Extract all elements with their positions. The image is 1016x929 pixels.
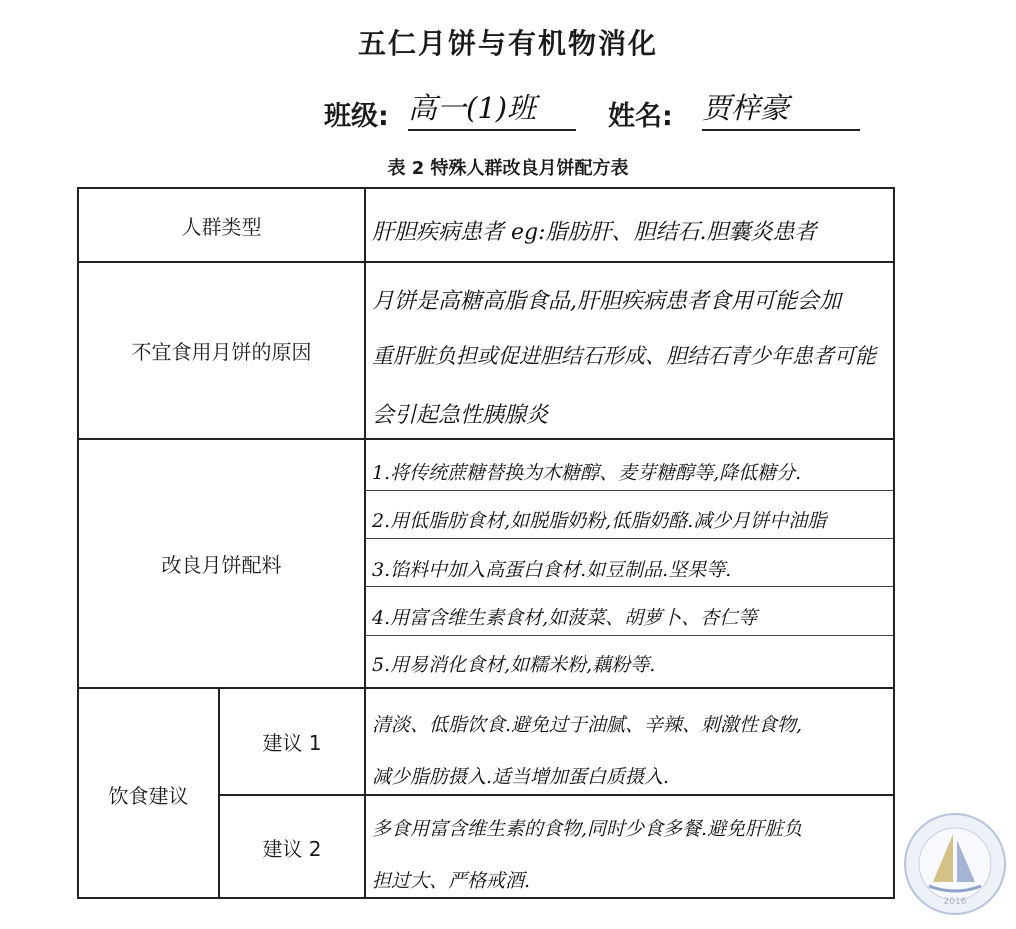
advice1-label: 建议 1 [262, 731, 322, 755]
reason-line: 会引起急性胰腺炎 [372, 403, 549, 428]
advice2-label: 建议 2 [262, 837, 322, 861]
class-value: 高一(1)班 [408, 86, 576, 131]
population-type-value: 肝胆疾病患者 eg:脂肪肝、胆结石.胆囊炎患者 [372, 220, 817, 245]
advice1-line: 清淡、低脂饮食.避免过于油腻、辛辣、刺激性食物, [372, 714, 803, 736]
reason-line: 重肝脏负担或促进胆结石形成、胆结石青少年患者可能 [372, 344, 876, 368]
table-caption: 表 2 特殊人群改良月饼配方表 [387, 158, 629, 179]
ingredient-line: 3.馅料中加入高蛋白食材.如豆制品.坚果等. [372, 559, 732, 581]
diet-advice-label: 饮食建议 [108, 783, 189, 808]
page-title: 五仁月饼与有机物消化 [357, 27, 658, 60]
ingredient-line: 5.用易消化食材,如糯米粉,藕粉等. [372, 654, 656, 676]
school-seal-logo [903, 812, 1007, 916]
ingredient-line: 1.将传统蔗糖替换为木糖醇、麦芽糖醇等,降低糖分. [372, 462, 802, 484]
ingredient-line: 4.用富含维生素食材,如菠菜、胡萝卜、杏仁等 [372, 607, 758, 629]
class-label: 班级: [324, 101, 389, 132]
advice2-line: 担过大、严格戒酒. [372, 870, 531, 892]
name-value: 贾梓豪 [702, 86, 860, 131]
ruled-line [366, 586, 893, 587]
ingredient-line: 2.用低脂肪食材,如脱脂奶粉,低脂奶酪.减少月饼中油脂 [372, 510, 827, 532]
population-type-label: 人群类型 [181, 214, 262, 239]
svg-text:2016: 2016 [943, 897, 967, 907]
ruled-line [366, 635, 893, 636]
ruled-line [366, 538, 893, 539]
reason-line: 月饼是高糖高脂食品,肝胆疾病患者食用可能会加 [372, 289, 841, 314]
reason-label: 不宜食用月饼的原因 [131, 340, 312, 364]
name-label: 姓名: [608, 101, 673, 132]
ingredients-label: 改良月饼配料 [161, 553, 282, 577]
advice2-line: 多食用富含维生素的食物,同时少食多餐.避免肝脏负 [372, 818, 803, 840]
advice1-line: 减少脂肪摄入.适当增加蛋白质摄入. [372, 766, 670, 788]
column-divider [364, 187, 366, 899]
ruled-line [366, 490, 893, 491]
